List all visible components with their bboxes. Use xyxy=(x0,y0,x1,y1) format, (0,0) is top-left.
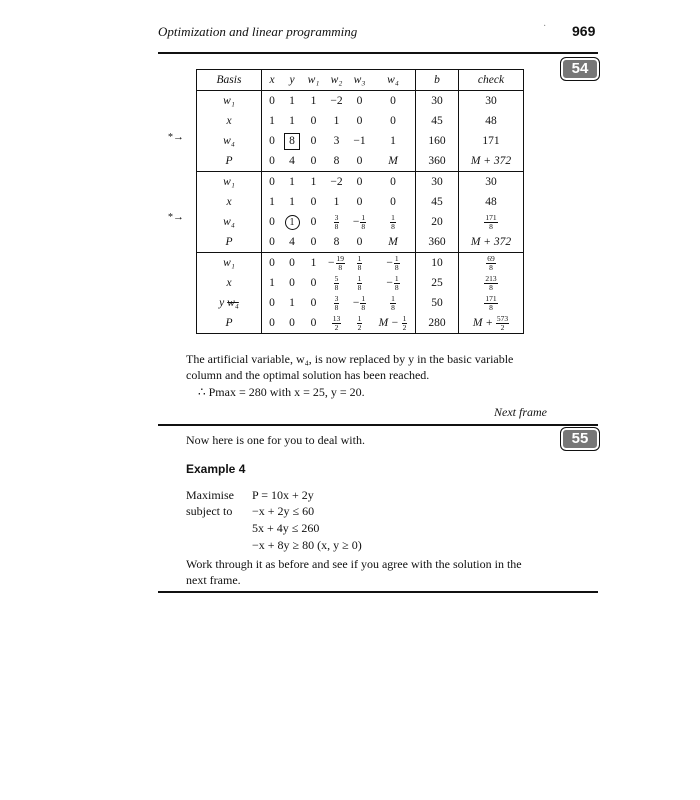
fraction: $\frac{573}{2}$ xyxy=(496,313,509,332)
cell-pivot xyxy=(282,131,302,151)
table-row xyxy=(197,273,524,293)
cell-b: 10 xyxy=(416,253,459,274)
cell-fraction xyxy=(371,212,416,232)
cell-check: 30 xyxy=(459,91,524,112)
header-w1: w₁ xyxy=(302,70,325,91)
paragraph-line: column and the optimal solution has been reached. xyxy=(186,368,430,382)
cell: 0 xyxy=(289,257,295,269)
pivot-star: * xyxy=(168,212,173,223)
cell-fraction: − $\frac{1}{8}$ xyxy=(371,253,416,274)
frame-divider-rule xyxy=(158,424,598,426)
fraction: $\frac{1}{8}$ xyxy=(391,212,395,231)
cell: 1 xyxy=(289,115,295,127)
cell-fraction: − $\frac{19}{8}$ xyxy=(328,253,344,272)
cell: 0 xyxy=(269,257,275,269)
cell: 0 xyxy=(310,196,317,208)
cell-b: 20 xyxy=(416,212,459,232)
running-head: Optimization and linear programming xyxy=(158,24,358,39)
cell-check: 48 xyxy=(459,111,524,131)
fraction: $\frac{1}{8}$ xyxy=(357,253,362,272)
simplex-tableau xyxy=(196,69,524,334)
frame-number-badge-55: 55 xyxy=(560,427,600,451)
cell: −2 xyxy=(330,176,343,188)
cell-b: 45 xyxy=(416,192,459,212)
table-row xyxy=(197,151,524,172)
cell-basis: x xyxy=(197,192,262,212)
cell: 1 xyxy=(371,131,416,151)
cell-check: 30 xyxy=(459,172,524,193)
fraction: $\frac{1}{2}$ xyxy=(402,313,407,332)
cell-check: M + 372 xyxy=(459,151,524,172)
cell: 0 xyxy=(371,192,416,212)
cell: 1 xyxy=(269,277,275,289)
cell: 1 xyxy=(269,115,275,127)
cell-basis: P xyxy=(197,232,262,253)
cell-check: M + $\frac{573}{2}$ xyxy=(459,313,524,334)
struck-basis: w₄ xyxy=(227,297,239,309)
cell: 0 xyxy=(356,176,363,188)
cell-fraction xyxy=(325,212,348,232)
constraint-2: 5x + 4y ≤ 260 xyxy=(252,521,320,535)
cell: 1 xyxy=(269,196,275,208)
header-b: b xyxy=(416,70,459,91)
cell-fraction xyxy=(325,273,348,293)
cell-b: 280 xyxy=(416,313,459,334)
cell-fraction: − $\frac{1}{8}$ xyxy=(371,273,416,293)
cell: 0 xyxy=(356,196,363,208)
objective-function: P = 10x + 2y xyxy=(252,488,314,502)
paragraph-line: The artificial variable, w₄, is now replaced by y in the basic variable xyxy=(186,352,514,366)
fraction: $\frac{1}{8}$ xyxy=(357,273,362,292)
cell-b: 50 xyxy=(416,293,459,313)
fraction: $\frac{13}{2}$ xyxy=(332,313,341,332)
header-w2: w₂ xyxy=(325,70,348,91)
cell-fraction xyxy=(325,293,348,313)
cell: 0 xyxy=(348,232,371,253)
pivot-arrow-icon: → xyxy=(173,211,184,223)
cell-b: 45 xyxy=(416,111,459,131)
cell: 0 xyxy=(269,297,275,309)
cell-b: 30 xyxy=(416,91,459,112)
cell-fraction: − $\frac{1}{8}$ xyxy=(352,293,366,312)
cell-check: M + 372 xyxy=(459,232,524,253)
fraction: $\frac{1}{8}$ xyxy=(391,293,395,312)
cell: 0 xyxy=(282,313,302,334)
cell: 0 xyxy=(356,115,363,127)
cell-basis: P xyxy=(197,313,262,334)
cell-fraction: M − $\frac{1}{2}$ xyxy=(371,313,416,334)
table-row xyxy=(197,131,524,151)
cell-b: 30 xyxy=(416,172,459,193)
cell-basis: P xyxy=(197,151,262,172)
cell: 1 xyxy=(289,297,295,309)
fraction: $\frac{69}{8}$ xyxy=(487,253,495,272)
cell-fraction xyxy=(348,273,371,293)
cell-basis: w₄ xyxy=(197,212,262,232)
cell: 0 xyxy=(262,151,283,172)
cell: 1 xyxy=(289,95,295,107)
cell: 0 xyxy=(310,135,317,147)
stray-dot: · xyxy=(543,21,547,32)
example-title: Example 4 xyxy=(186,462,246,476)
cell: 0 xyxy=(310,297,317,309)
table-row xyxy=(197,253,524,274)
cell: 1 xyxy=(310,257,317,269)
closing-line: Work through it as before and see if you agree with the solution in the xyxy=(186,557,522,571)
cell: 0 xyxy=(310,277,317,289)
table-row xyxy=(197,313,524,334)
fraction: $\frac{1}{8}$ xyxy=(394,273,399,292)
header-y: y xyxy=(282,70,302,91)
fraction: $\frac{3}{8}$ xyxy=(334,293,339,312)
cell-basis: w₁ xyxy=(197,172,262,193)
cell-pivot xyxy=(282,212,302,232)
page-number: 969 xyxy=(572,23,596,39)
cell: 0 xyxy=(289,277,295,289)
cell: 0 xyxy=(269,216,275,228)
cell-check xyxy=(459,253,524,274)
cell-fraction xyxy=(348,313,371,334)
cell-check xyxy=(459,212,524,232)
cell: 3 xyxy=(333,135,340,147)
table-row xyxy=(197,232,524,253)
cell: 0 xyxy=(269,176,275,188)
cell-basis: w₁ xyxy=(197,91,262,112)
cell: 0 xyxy=(348,151,371,172)
table-row xyxy=(197,111,524,131)
cell-fraction xyxy=(325,313,348,334)
result-line: ∴ Pmax = 280 with x = 25, y = 20. xyxy=(198,385,365,399)
header-basis: Basis xyxy=(197,70,262,91)
cell: 0 xyxy=(269,95,275,107)
intro-text: Now here is one for you to deal with. xyxy=(186,433,365,447)
table-header-row xyxy=(197,70,524,91)
cell: 0 xyxy=(356,95,363,107)
cell: 0 xyxy=(269,135,275,147)
cell: 4 xyxy=(282,151,302,172)
cell: 0 xyxy=(310,216,317,228)
table-row xyxy=(197,91,524,112)
header-x: x xyxy=(262,70,283,91)
cell: 0 xyxy=(371,111,416,131)
cell: M xyxy=(371,232,416,253)
cell-check: 48 xyxy=(459,192,524,212)
cell: −1 xyxy=(353,135,366,147)
cell-fraction xyxy=(371,293,416,313)
cell: 0 xyxy=(302,232,325,253)
subject-to-label: subject to xyxy=(186,504,233,518)
header-check: check xyxy=(459,70,524,91)
cell-basis: x xyxy=(197,273,262,293)
cell: 0 xyxy=(302,151,325,172)
cell-b: 360 xyxy=(416,151,459,172)
fraction: $\frac{171}{8}$ xyxy=(485,212,497,231)
header-rule xyxy=(158,52,598,54)
cell: 1 xyxy=(333,196,340,208)
cell: 1 xyxy=(310,176,317,188)
closing-line: next frame. xyxy=(186,573,241,587)
cell-fraction xyxy=(348,253,371,274)
constraint-1: −x + 2y ≤ 60 xyxy=(252,504,315,518)
cell: 1 xyxy=(289,176,295,188)
fraction: $\frac{1}{8}$ xyxy=(361,212,366,231)
cell-check: 171 xyxy=(459,131,524,151)
fraction: $\frac{19}{8}$ xyxy=(336,253,344,272)
pivot-marker-1 xyxy=(168,131,184,143)
constraint-3: −x + 8y ≥ 80 (x, y ≥ 0) xyxy=(252,538,362,552)
pivot-element-box: 8 xyxy=(284,133,300,150)
footer-rule xyxy=(158,591,598,593)
table-row xyxy=(197,293,524,313)
fraction: $\frac{3}{8}$ xyxy=(334,212,339,231)
table-row xyxy=(197,172,524,193)
cell: 0 xyxy=(262,313,283,334)
fraction: $\frac{5}{8}$ xyxy=(334,273,339,292)
cell: 1 xyxy=(310,95,317,107)
fraction: $\frac{171}{8}$ xyxy=(485,293,497,312)
maximise-label: Maximise xyxy=(186,488,234,502)
cell-fraction: − $\frac{1}{8}$ xyxy=(352,212,366,231)
fraction: $\frac{1}{2}$ xyxy=(357,313,362,332)
cell: 1 xyxy=(289,196,295,208)
fraction: $\frac{1}{8}$ xyxy=(361,293,366,312)
cell: 0 xyxy=(262,232,283,253)
header-w3: w₃ xyxy=(348,70,371,91)
cell-b: 360 xyxy=(416,232,459,253)
table-row xyxy=(197,192,524,212)
frame-number-badge-54: 54 xyxy=(560,57,600,81)
cell: 0 xyxy=(371,91,416,112)
cell: 0 xyxy=(371,172,416,193)
cell: 0 xyxy=(310,115,317,127)
cell: 1 xyxy=(333,115,340,127)
cell-check xyxy=(459,293,524,313)
cell-basis: y w₄ xyxy=(197,293,262,313)
cell: −2 xyxy=(330,95,343,107)
pivot-star: * xyxy=(168,132,173,143)
pivot-marker-2 xyxy=(168,211,184,223)
cell-basis: x xyxy=(197,111,262,131)
cell-b: 25 xyxy=(416,273,459,293)
fraction: $\frac{213}{8}$ xyxy=(485,273,497,292)
cell: M xyxy=(371,151,416,172)
next-frame-label: Next frame xyxy=(494,405,547,419)
cell-basis: w₁ xyxy=(197,253,262,274)
cell-basis: w₄ xyxy=(197,131,262,151)
cell: 8 xyxy=(325,232,348,253)
cell: 0 xyxy=(302,313,325,334)
cell: 8 xyxy=(325,151,348,172)
fraction: $\frac{1}{8}$ xyxy=(394,253,399,272)
cell-check xyxy=(459,273,524,293)
cell-b: 160 xyxy=(416,131,459,151)
cell: 4 xyxy=(282,232,302,253)
pivot-element-circle: 1 xyxy=(285,215,300,230)
pivot-arrow-icon: → xyxy=(173,131,184,143)
header-w4: w₄ xyxy=(371,70,416,91)
table-row xyxy=(197,212,524,232)
